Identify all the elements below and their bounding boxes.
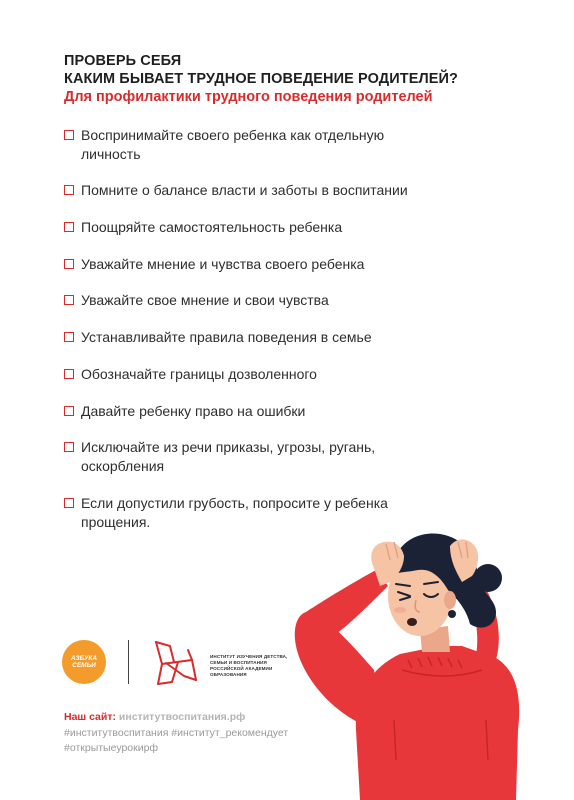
checklist-item-text: Исключайте из речи приказы, угрозы, ругань, оскорбления bbox=[81, 439, 376, 474]
checklist-item[interactable] bbox=[64, 255, 464, 274]
checklist-item[interactable] bbox=[64, 181, 464, 200]
checklist-item[interactable] bbox=[64, 218, 464, 237]
checklist-item-text: Воспринимайте своего ребенка как отдельную личность bbox=[81, 127, 385, 162]
hashtags-line1: #институтвоспитания #институт_рекомендует bbox=[64, 726, 289, 739]
checkbox-icon[interactable] bbox=[64, 185, 74, 195]
checkbox-icon[interactable] bbox=[64, 130, 74, 140]
institute-name: ИНСТИТУТ ИЗУЧЕНИЯ ДЕТСТВА, СЕМЬИ И ВОСПИТАНИЯ РОССИЙСКОЙ АКАДЕМИИ ОБРАЗОВАНИЯ bbox=[210, 654, 288, 677]
mouth bbox=[407, 618, 417, 626]
checklist-item[interactable] bbox=[64, 438, 464, 475]
partner-logos bbox=[62, 636, 322, 692]
earring bbox=[448, 610, 456, 618]
checkbox-icon[interactable] bbox=[64, 442, 74, 452]
checklist-item-text: Уважайте свое мнение и свои чувства bbox=[81, 292, 329, 308]
checklist-item-text: Уважайте мнение и чувства своего ребенка bbox=[81, 256, 365, 272]
site-label: Наш сайт: bbox=[64, 711, 116, 723]
checkbox-icon[interactable] bbox=[64, 259, 74, 269]
page-subtitle: Для профилактики трудного поведения родителей bbox=[64, 89, 433, 105]
checkbox-icon[interactable] bbox=[64, 498, 74, 508]
checklist-item-text: Обозначайте границы дозволенного bbox=[81, 366, 317, 382]
checklist-item-text: Если допустили грубость, попросите у ребенка прощения. bbox=[81, 495, 388, 530]
checkbox-icon[interactable] bbox=[64, 295, 74, 305]
sweater bbox=[356, 646, 519, 800]
checkbox-icon[interactable] bbox=[64, 332, 74, 342]
page-title-line2: КАКИМ БЫВАЕТ ТРУДНОЕ ПОВЕДЕНИЕ РОДИТЕЛЕЙ? bbox=[64, 71, 459, 87]
page-header bbox=[64, 52, 534, 106]
checkbox-icon[interactable] bbox=[64, 369, 74, 379]
azbuka-semyi-logo: АЗБУКА СЕМЬИ bbox=[62, 640, 106, 684]
checklist-item-text: Помните о балансе власти и заботы в воспитании bbox=[81, 182, 408, 198]
checklist-item[interactable] bbox=[64, 126, 464, 163]
checklist-item-text: Поощряйте самостоятельность ребенка bbox=[81, 219, 343, 235]
stressed-woman-illustration bbox=[290, 520, 574, 800]
chair-logo-icon bbox=[148, 636, 204, 688]
checklist-item[interactable] bbox=[64, 365, 464, 384]
checkbox-icon[interactable] bbox=[64, 406, 74, 416]
page-title-line1: ПРОВЕРЬ СЕБЯ bbox=[64, 53, 182, 69]
checklist-item[interactable] bbox=[64, 328, 464, 347]
checklist-item-text: Давайте ребенку право на ошибки bbox=[81, 403, 306, 419]
hashtags-line2: #открытыеурокирф bbox=[64, 742, 159, 754]
site-link[interactable]: институтвоспитания.рф bbox=[118, 711, 246, 723]
logo-divider bbox=[128, 640, 129, 684]
checklist-item[interactable] bbox=[64, 291, 464, 310]
checkbox-icon[interactable] bbox=[64, 222, 74, 232]
checklist-item-text: Устанавливайте правила поведения в семье bbox=[81, 329, 372, 345]
checklist-item[interactable] bbox=[64, 402, 464, 421]
